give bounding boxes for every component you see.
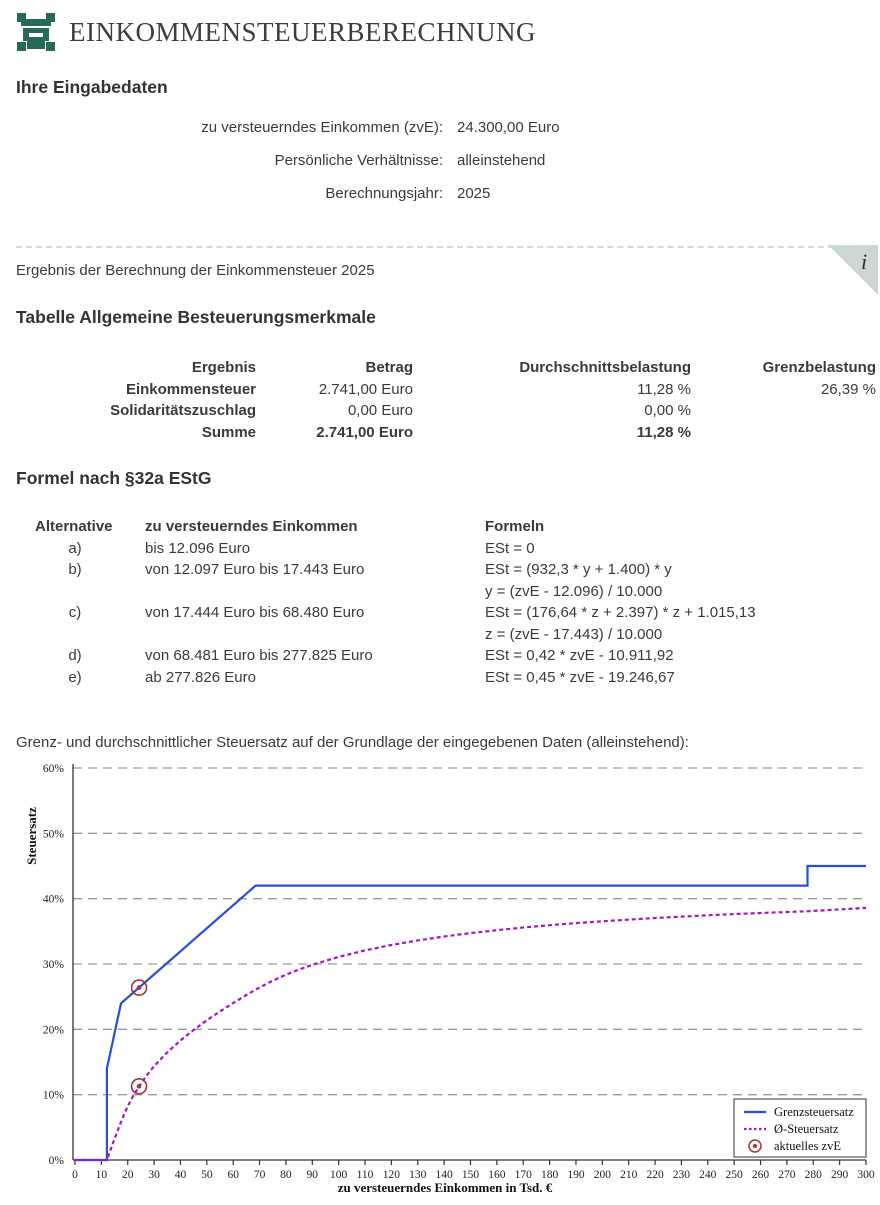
formula-alternative: b) — [68, 561, 82, 578]
x-tick-label: 40 — [174, 1169, 187, 1181]
x-axis-label: zu versteuerndes Einkommen in Tsd. € — [337, 1180, 553, 1195]
formula-column-header: zu versteuerndes Einkommen — [145, 518, 358, 535]
formula-alternative: c) — [68, 604, 82, 621]
legend-label: aktuelles zvE — [774, 1139, 841, 1153]
formula-alternative: d) — [68, 647, 82, 664]
formula-income-range: bis 12.096 Euro — [145, 539, 251, 557]
tax-table — [16, 357, 876, 443]
tax-rate-chart-svg — [0, 758, 880, 1200]
current-zve-marker-dot — [137, 1084, 142, 1089]
formula-line: z = (zvE - 17.443) / 10.000 — [485, 625, 663, 643]
formula-line: ESt = 0,42 * zvE - 10.911,92 — [485, 647, 674, 664]
legend-label: Ø-Steuersatz — [774, 1122, 839, 1136]
formula-line: ESt = 0 — [485, 539, 535, 557]
x-tick-label: 50 — [201, 1169, 213, 1181]
input-row — [16, 144, 864, 177]
legend-label: Grenzsteuersatz — [774, 1105, 854, 1119]
x-tick-label: 30 — [148, 1169, 160, 1181]
input-data-heading: Ihre Eingabedaten — [16, 77, 168, 97]
x-tick-label: 190 — [567, 1169, 585, 1181]
x-tick-label: 100 — [330, 1169, 348, 1181]
tax-table-cell: 11,28 % — [637, 380, 691, 398]
legend-marker-icon-dot — [753, 1144, 757, 1148]
tax-table-cell: 26,39 % — [820, 380, 876, 398]
x-tick-label: 210 — [620, 1169, 638, 1181]
formula-alternative: e) — [68, 668, 82, 686]
formula-line: y = (zvE - 12.096) / 10.000 — [485, 582, 663, 600]
tax-table-cell: 0,00 Euro — [347, 402, 413, 419]
input-value: alleinstehend — [457, 152, 546, 169]
input-row — [16, 177, 864, 210]
y-axis-label: Steuersatz — [24, 807, 39, 865]
input-row — [16, 111, 864, 144]
x-tick-label: 230 — [672, 1169, 691, 1181]
y-tick-label: 20% — [42, 1024, 64, 1037]
x-tick-label: 180 — [540, 1169, 559, 1181]
tax-table-cell: 2.741,00 Euro — [318, 380, 413, 398]
formula-expressions — [485, 645, 864, 667]
x-tick-label: 300 — [857, 1169, 875, 1181]
formula-expressions — [485, 538, 864, 560]
input-value: 2025 — [457, 185, 491, 202]
formula-expressions — [485, 602, 864, 645]
tax-table-column-header: Durchschnittsbelastung — [519, 359, 691, 376]
formula-line: ESt = (176,64 * z + 2.397) * z + 1.015,13 — [485, 604, 756, 621]
tax-table-cell: 11,28 % — [636, 423, 691, 441]
y-tick-label: 0% — [48, 1155, 64, 1167]
tax-table-row-label: Summe — [201, 423, 256, 441]
formula-income-range: ab 277.826 Euro — [145, 668, 256, 686]
tax-table-row-label: Solidaritätszuschlag — [110, 402, 256, 419]
dotted-divider — [16, 246, 864, 248]
x-tick-label: 140 — [435, 1169, 453, 1181]
formula-income-range: von 17.444 Euro bis 68.480 Euro — [145, 604, 365, 621]
tax-table-column-header: Ergebnis — [191, 359, 256, 376]
x-tick-label: 150 — [461, 1169, 480, 1181]
input-label: Persönliche Verhältnisse: — [274, 152, 443, 169]
y-tick-label: 30% — [42, 959, 64, 971]
formula-line: ESt = (932,3 * y + 1.400) * y — [485, 561, 672, 578]
y-tick-label: 60% — [42, 763, 64, 775]
x-tick-label: 220 — [646, 1169, 664, 1181]
tax-table-cell: 2.741,00 Euro — [316, 423, 413, 441]
input-label: Berechnungsjahr: — [325, 185, 443, 202]
formula-income-range: von 12.097 Euro bis 17.443 Euro — [145, 561, 365, 578]
x-tick-label: 270 — [778, 1169, 796, 1181]
formula-column-header: Alternative — [35, 518, 113, 535]
x-tick-label: 160 — [488, 1169, 506, 1181]
tax-table-column-header: Grenzbelastung — [762, 359, 876, 376]
tax-table-cell — [691, 422, 876, 444]
x-tick-label: 0 — [72, 1169, 78, 1181]
y-tick-label: 40% — [42, 893, 64, 906]
chart-intro-text: Grenz- und durchschnittlicher Steuersatz auf der Grundlage der eingegebenen Daten (alleinstehend): — [16, 734, 689, 751]
input-value: 24.300,00 Euro — [457, 119, 560, 136]
formula-heading: Formel nach §32a EStG — [16, 468, 212, 488]
y-tick-label: 50% — [42, 828, 64, 841]
x-tick-label: 250 — [725, 1169, 743, 1181]
result-note: Ergebnis der Berechnung der Einkommensteuer 2025 — [16, 262, 375, 279]
x-tick-label: 70 — [253, 1169, 266, 1181]
tax-rate-chart — [0, 758, 880, 1200]
input-data-list — [16, 111, 864, 210]
app-header — [16, 0, 864, 54]
x-tick-label: 130 — [409, 1169, 427, 1181]
page-title: EINKOMMENSTEUERBERECHNUNG — [69, 16, 536, 47]
tax-table-heading: Tabelle Allgemeine Besteuerungsmerkmale — [16, 307, 376, 327]
x-tick-label: 90 — [306, 1169, 319, 1181]
x-tick-label: 60 — [227, 1169, 239, 1181]
formula-expressions — [485, 559, 864, 602]
x-tick-label: 170 — [514, 1169, 532, 1181]
x-tick-label: 110 — [356, 1169, 374, 1181]
x-tick-label: 120 — [382, 1169, 401, 1181]
x-tick-label: 240 — [699, 1169, 717, 1181]
formula-alternative: a) — [68, 539, 82, 557]
tax-table-column-header: Betrag — [365, 359, 413, 376]
x-tick-label: 10 — [95, 1169, 108, 1181]
tax-table-cell: 0,00 % — [644, 402, 691, 419]
svg-text:i: i — [861, 249, 868, 274]
tax-table-cell — [691, 400, 876, 422]
tax-table-row-label: Einkommensteuer — [125, 380, 256, 398]
formula-table — [35, 516, 864, 688]
current-zve-marker-dot — [137, 985, 142, 990]
formula-income-range: von 68.481 Euro bis 277.825 Euro — [145, 647, 373, 664]
formula-line: ESt = 0,45 * zvE - 19.246,67 — [485, 668, 675, 686]
x-tick-label: 80 — [280, 1169, 292, 1181]
x-tick-label: 260 — [751, 1169, 770, 1181]
formula-expressions — [485, 667, 864, 689]
y-tick-label: 10% — [42, 1089, 64, 1102]
x-tick-label: 200 — [593, 1169, 611, 1181]
formula-column-header: Formeln — [485, 518, 545, 535]
x-tick-label: 280 — [804, 1169, 822, 1181]
x-tick-label: 20 — [121, 1169, 134, 1181]
tax-calculator-logo-icon — [16, 12, 56, 52]
x-tick-label: 290 — [831, 1169, 849, 1181]
info-icon[interactable] — [828, 245, 878, 295]
input-label: zu versteuerndes Einkommen (zvE): — [201, 119, 443, 136]
